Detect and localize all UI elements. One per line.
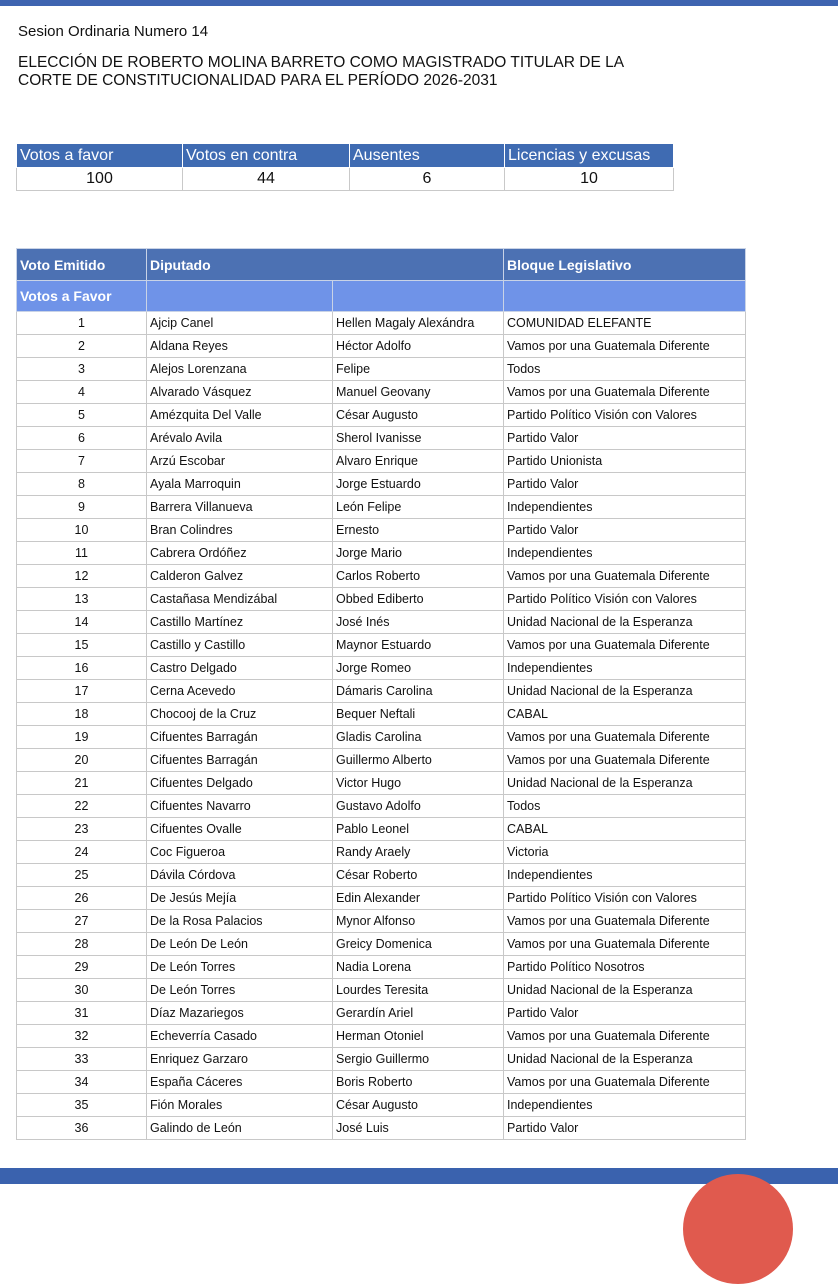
- row-bloque: CABAL: [504, 818, 746, 841]
- row-surname: Cifuentes Barragán: [147, 749, 333, 772]
- table-row: [17, 542, 746, 565]
- row-number: 21: [17, 772, 147, 795]
- table-row: [17, 358, 746, 381]
- table-row: [17, 1071, 746, 1094]
- table-row: [17, 956, 746, 979]
- row-number: 25: [17, 864, 147, 887]
- section-empty-cell: [147, 281, 333, 312]
- row-bloque: Partido Valor: [504, 427, 746, 450]
- row-surname: Alejos Lorenzana: [147, 358, 333, 381]
- table-row: [17, 1094, 746, 1117]
- row-surname: Arzú Escobar: [147, 450, 333, 473]
- row-surname: Cifuentes Ovalle: [147, 818, 333, 841]
- row-bloque: Vamos por una Guatemala Diferente: [504, 749, 746, 772]
- row-given-name: Mynor Alfonso: [333, 910, 504, 933]
- table-row: [17, 1002, 746, 1025]
- row-surname: Ayala Marroquin: [147, 473, 333, 496]
- row-surname: España Cáceres: [147, 1071, 333, 1094]
- row-given-name: Carlos Roberto: [333, 565, 504, 588]
- title-line-2: CORTE DE CONSTITUCIONALIDAD PARA EL PERÍODO 2026-2031: [18, 72, 498, 89]
- table-row: [17, 473, 746, 496]
- table-row: [17, 887, 746, 910]
- section-empty-cell: [333, 281, 504, 312]
- votes-header-bloque: Bloque Legislativo: [504, 249, 746, 281]
- summary-header-ausentes: Ausentes: [350, 144, 505, 168]
- row-number: 1: [17, 312, 147, 335]
- votes-header-diputado: Diputado: [147, 249, 504, 281]
- row-number: 24: [17, 841, 147, 864]
- row-bloque: Vamos por una Guatemala Diferente: [504, 565, 746, 588]
- row-number: 15: [17, 634, 147, 657]
- row-bloque: Partido Valor: [504, 1117, 746, 1140]
- row-given-name: Alvaro Enrique: [333, 450, 504, 473]
- row-surname: Díaz Mazariegos: [147, 1002, 333, 1025]
- row-given-name: César Roberto: [333, 864, 504, 887]
- row-bloque: Independientes: [504, 657, 746, 680]
- row-surname: Enriquez Garzaro: [147, 1048, 333, 1071]
- table-row: [17, 657, 746, 680]
- row-surname: Castro Delgado: [147, 657, 333, 680]
- row-number: 3: [17, 358, 147, 381]
- row-bloque: Vamos por una Guatemala Diferente: [504, 335, 746, 358]
- row-surname: Dávila Córdova: [147, 864, 333, 887]
- row-given-name: Dámaris Carolina: [333, 680, 504, 703]
- row-surname: Aldana Reyes: [147, 335, 333, 358]
- row-given-name: Greicy Domenica: [333, 933, 504, 956]
- footer-decoration: [0, 1168, 838, 1200]
- row-number: 23: [17, 818, 147, 841]
- row-surname: Barrera Villanueva: [147, 496, 333, 519]
- row-number: 5: [17, 404, 147, 427]
- row-given-name: Guillermo Alberto: [333, 749, 504, 772]
- row-surname: Galindo de León: [147, 1117, 333, 1140]
- row-bloque: Unidad Nacional de la Esperanza: [504, 772, 746, 795]
- row-bloque: Victoria: [504, 841, 746, 864]
- row-surname: Arévalo Avila: [147, 427, 333, 450]
- row-number: 4: [17, 381, 147, 404]
- row-surname: De León De León: [147, 933, 333, 956]
- row-given-name: Randy Araely: [333, 841, 504, 864]
- row-surname: Amézquita Del Valle: [147, 404, 333, 427]
- row-bloque: Vamos por una Guatemala Diferente: [504, 1025, 746, 1048]
- summary-header-favor: Votos a favor: [17, 144, 183, 168]
- row-bloque: Partido Unionista: [504, 450, 746, 473]
- row-surname: Castillo Martínez: [147, 611, 333, 634]
- row-bloque: Partido Político Visión con Valores: [504, 887, 746, 910]
- row-bloque: Partido Político Visión con Valores: [504, 588, 746, 611]
- table-row: [17, 381, 746, 404]
- table-row: [17, 841, 746, 864]
- row-number: 12: [17, 565, 147, 588]
- row-number: 34: [17, 1071, 147, 1094]
- row-number: 2: [17, 335, 147, 358]
- row-number: 19: [17, 726, 147, 749]
- row-given-name: Gerardín Ariel: [333, 1002, 504, 1025]
- row-bloque: Partido Político Visión con Valores: [504, 404, 746, 427]
- row-given-name: Obbed Ediberto: [333, 588, 504, 611]
- row-number: 29: [17, 956, 147, 979]
- row-number: 9: [17, 496, 147, 519]
- row-given-name: Sherol Ivanisse: [333, 427, 504, 450]
- table-row: [17, 611, 746, 634]
- row-number: 10: [17, 519, 147, 542]
- table-row: [17, 703, 746, 726]
- row-number: 7: [17, 450, 147, 473]
- row-surname: Chocooj de la Cruz: [147, 703, 333, 726]
- summary-value-licencias: 10: [505, 168, 674, 191]
- row-number: 18: [17, 703, 147, 726]
- row-surname: Castañasa Mendizábal: [147, 588, 333, 611]
- row-number: 13: [17, 588, 147, 611]
- document-title: [18, 54, 708, 90]
- table-row: [17, 1025, 746, 1048]
- row-bloque: Todos: [504, 795, 746, 818]
- table-row: [17, 404, 746, 427]
- row-number: 28: [17, 933, 147, 956]
- row-number: 14: [17, 611, 147, 634]
- table-row: [17, 749, 746, 772]
- votes-header-voto: Voto Emitido: [17, 249, 147, 281]
- row-given-name: Maynor Estuardo: [333, 634, 504, 657]
- section-empty-cell: [504, 281, 746, 312]
- row-given-name: Jorge Estuardo: [333, 473, 504, 496]
- summary-value-contra: 44: [183, 168, 350, 191]
- row-surname: Cifuentes Delgado: [147, 772, 333, 795]
- table-row: [17, 496, 746, 519]
- row-number: 30: [17, 979, 147, 1002]
- row-number: 33: [17, 1048, 147, 1071]
- footer-circle: [683, 1174, 793, 1284]
- row-number: 20: [17, 749, 147, 772]
- top-accent-bar: [0, 0, 838, 6]
- row-surname: De Jesús Mejía: [147, 887, 333, 910]
- section-label: Votos a Favor: [17, 281, 147, 312]
- row-given-name: Edin Alexander: [333, 887, 504, 910]
- row-bloque: Vamos por una Guatemala Diferente: [504, 933, 746, 956]
- table-row: [17, 588, 746, 611]
- row-surname: Cifuentes Navarro: [147, 795, 333, 818]
- row-given-name: César Augusto: [333, 1094, 504, 1117]
- table-row: [17, 818, 746, 841]
- table-row: [17, 979, 746, 1002]
- table-row: [17, 726, 746, 749]
- table-row: [17, 933, 746, 956]
- row-number: 31: [17, 1002, 147, 1025]
- table-row: [17, 450, 746, 473]
- row-number: 16: [17, 657, 147, 680]
- row-bloque: Independientes: [504, 864, 746, 887]
- row-bloque: Independientes: [504, 542, 746, 565]
- summary-header-licencias: Licencias y excusas: [505, 144, 674, 168]
- row-given-name: José Inés: [333, 611, 504, 634]
- row-given-name: Gustavo Adolfo: [333, 795, 504, 818]
- row-number: 32: [17, 1025, 147, 1048]
- row-given-name: Jorge Romeo: [333, 657, 504, 680]
- row-number: 17: [17, 680, 147, 703]
- row-surname: Alvarado Vásquez: [147, 381, 333, 404]
- row-number: 35: [17, 1094, 147, 1117]
- row-bloque: Partido Político Nosotros: [504, 956, 746, 979]
- summary-header-contra: Votos en contra: [183, 144, 350, 168]
- row-given-name: Hellen Magaly Alexándra: [333, 312, 504, 335]
- table-row: [17, 634, 746, 657]
- row-given-name: Sergio Guillermo: [333, 1048, 504, 1071]
- row-bloque: Independientes: [504, 496, 746, 519]
- row-bloque: Todos: [504, 358, 746, 381]
- row-bloque: Partido Valor: [504, 1002, 746, 1025]
- table-row: [17, 680, 746, 703]
- row-given-name: Nadia Lorena: [333, 956, 504, 979]
- row-surname: Ajcip Canel: [147, 312, 333, 335]
- row-bloque: Vamos por una Guatemala Diferente: [504, 726, 746, 749]
- votes-table: [16, 248, 746, 1140]
- row-bloque: Unidad Nacional de la Esperanza: [504, 680, 746, 703]
- row-given-name: Herman Otoniel: [333, 1025, 504, 1048]
- vote-summary-table: [16, 143, 674, 191]
- table-row: [17, 335, 746, 358]
- summary-value-ausentes: 6: [350, 168, 505, 191]
- row-given-name: Boris Roberto: [333, 1071, 504, 1094]
- row-bloque: Independientes: [504, 1094, 746, 1117]
- row-number: 36: [17, 1117, 147, 1140]
- table-row: [17, 1117, 746, 1140]
- row-number: 22: [17, 795, 147, 818]
- row-number: 6: [17, 427, 147, 450]
- row-given-name: Pablo Leonel: [333, 818, 504, 841]
- row-surname: De León Torres: [147, 956, 333, 979]
- row-surname: Echeverría Casado: [147, 1025, 333, 1048]
- row-surname: Coc Figueroa: [147, 841, 333, 864]
- row-given-name: Héctor Adolfo: [333, 335, 504, 358]
- row-bloque: Vamos por una Guatemala Diferente: [504, 634, 746, 657]
- summary-value-favor: 100: [17, 168, 183, 191]
- row-given-name: César Augusto: [333, 404, 504, 427]
- table-row: [17, 772, 746, 795]
- row-surname: De la Rosa Palacios: [147, 910, 333, 933]
- row-bloque: Vamos por una Guatemala Diferente: [504, 381, 746, 404]
- row-bloque: Unidad Nacional de la Esperanza: [504, 611, 746, 634]
- row-surname: Calderon Galvez: [147, 565, 333, 588]
- row-bloque: Partido Valor: [504, 519, 746, 542]
- row-surname: Cifuentes Barragán: [147, 726, 333, 749]
- row-bloque: Vamos por una Guatemala Diferente: [504, 910, 746, 933]
- row-number: 27: [17, 910, 147, 933]
- table-row: [17, 864, 746, 887]
- row-surname: Cabrera Ordóñez: [147, 542, 333, 565]
- row-given-name: Jorge Mario: [333, 542, 504, 565]
- row-number: 8: [17, 473, 147, 496]
- table-row: [17, 312, 746, 335]
- table-row: [17, 565, 746, 588]
- row-given-name: José Luis: [333, 1117, 504, 1140]
- row-bloque: COMUNIDAD ELEFANTE: [504, 312, 746, 335]
- row-given-name: Manuel Geovany: [333, 381, 504, 404]
- session-label: Sesion Ordinaria Numero 14: [18, 23, 209, 40]
- table-row: [17, 519, 746, 542]
- row-given-name: León Felipe: [333, 496, 504, 519]
- row-given-name: Bequer Neftali: [333, 703, 504, 726]
- row-surname: Castillo y Castillo: [147, 634, 333, 657]
- row-bloque: CABAL: [504, 703, 746, 726]
- table-row: [17, 1048, 746, 1071]
- row-bloque: Unidad Nacional de la Esperanza: [504, 979, 746, 1002]
- row-given-name: Felipe: [333, 358, 504, 381]
- row-given-name: Gladis Carolina: [333, 726, 504, 749]
- row-number: 11: [17, 542, 147, 565]
- row-bloque: Unidad Nacional de la Esperanza: [504, 1048, 746, 1071]
- table-row: [17, 795, 746, 818]
- row-surname: Bran Colindres: [147, 519, 333, 542]
- table-row: [17, 427, 746, 450]
- row-number: 26: [17, 887, 147, 910]
- row-given-name: Victor Hugo: [333, 772, 504, 795]
- row-surname: Fión Morales: [147, 1094, 333, 1117]
- row-bloque: Vamos por una Guatemala Diferente: [504, 1071, 746, 1094]
- title-line-1: ELECCIÓN DE ROBERTO MOLINA BARRETO COMO MAGISTRADO TITULAR DE LA: [18, 54, 625, 71]
- row-bloque: Partido Valor: [504, 473, 746, 496]
- row-given-name: Lourdes Teresita: [333, 979, 504, 1002]
- row-surname: Cerna Acevedo: [147, 680, 333, 703]
- table-row: [17, 910, 746, 933]
- row-given-name: Ernesto: [333, 519, 504, 542]
- row-surname: De León Torres: [147, 979, 333, 1002]
